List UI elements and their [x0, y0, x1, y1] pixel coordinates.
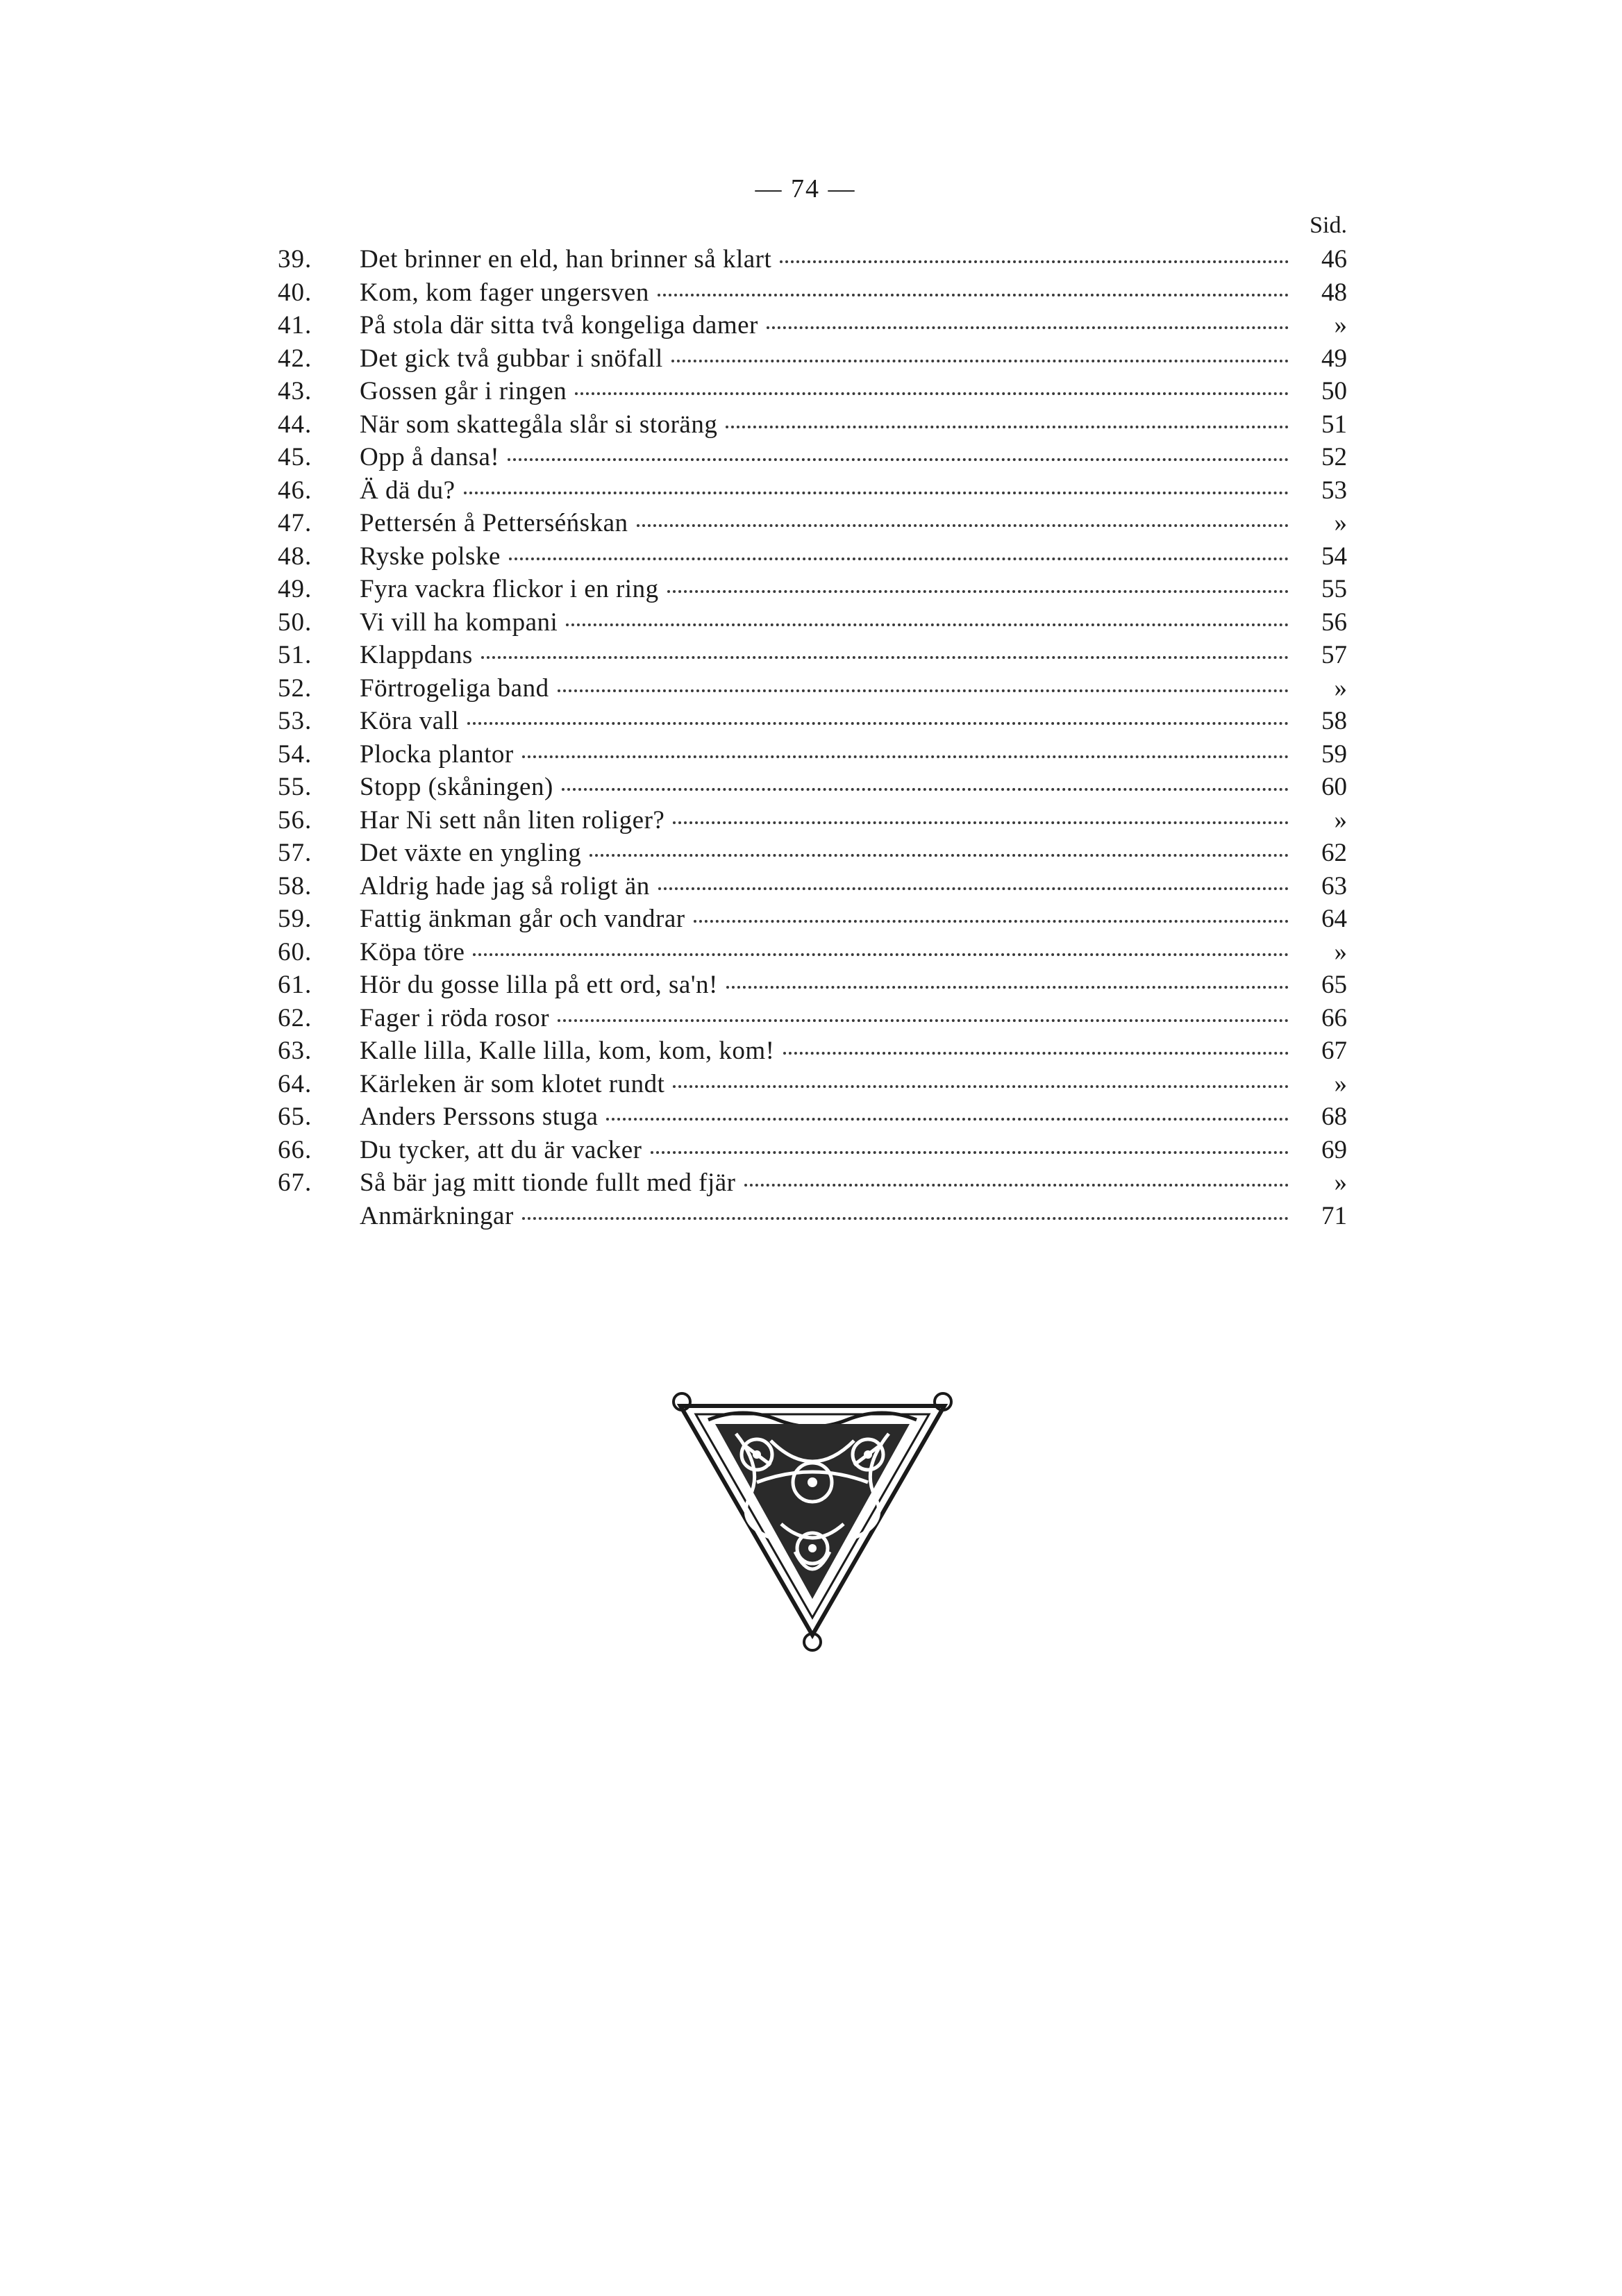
dot-leader [783, 1051, 1289, 1055]
toc-entry-title: Fattig änkman går och vandrar [360, 905, 685, 933]
dot-leader [473, 953, 1289, 956]
dot-leader [726, 985, 1289, 989]
toc-row [278, 375, 1347, 408]
dot-leader [671, 359, 1289, 362]
toc-row [278, 705, 1347, 738]
toc-entry-page: » [1334, 673, 1347, 703]
toc-entry-title: Fager i röda rosor [360, 1003, 550, 1032]
dot-leader [464, 491, 1289, 494]
toc-entry-number: 59. [278, 905, 312, 933]
toc-entry-number: 40. [278, 278, 312, 307]
toc-entry-title: Det gick två gubbar i snöfall [360, 344, 663, 373]
dot-leader [637, 523, 1289, 527]
toc-entry-number: 42. [278, 344, 312, 373]
toc-row [278, 738, 1347, 771]
table-of-contents [278, 243, 1347, 1232]
toc-entry-title: När som skattegåla slår si storäng [360, 410, 718, 439]
toc-entry-number: 49. [278, 575, 312, 603]
toc-entry-number: 51. [278, 641, 312, 669]
toc-entry-title: Gossen går i ringen [360, 377, 567, 405]
toc-entry-page: 58 [1321, 707, 1347, 735]
toc-entry-number: 45. [278, 443, 312, 471]
toc-row [278, 936, 1347, 969]
toc-entry-number: 66. [278, 1135, 312, 1164]
toc-row [278, 309, 1347, 342]
toc-row [278, 474, 1347, 508]
toc-entry-page: 63 [1321, 871, 1347, 900]
dot-leader [481, 655, 1289, 659]
dot-leader [658, 293, 1289, 296]
toc-entry-page: 64 [1321, 905, 1347, 933]
dot-leader [522, 1216, 1289, 1220]
toc-entry-page: 54 [1321, 542, 1347, 571]
toc-entry-number: 52. [278, 673, 312, 703]
toc-entry-page: 66 [1321, 1003, 1347, 1032]
toc-entry-title: Vi vill ha kompani [360, 607, 558, 637]
toc-entry-number: 60. [278, 937, 312, 966]
toc-entry-page: 71 [1321, 1201, 1347, 1230]
toc-row [278, 837, 1347, 870]
toc-entry-title: Kärleken är som klotet rundt [360, 1069, 665, 1098]
dot-leader [673, 1084, 1289, 1088]
dot-leader [658, 887, 1289, 890]
toc-entry-page: » [1334, 311, 1347, 340]
toc-row [278, 903, 1347, 936]
toc-row [278, 1100, 1347, 1134]
toc-entry-number: 62. [278, 1003, 312, 1032]
toc-entry-title: Hör du gosse lilla på ett ord, sa'n! [360, 971, 718, 999]
toc-entry-page: » [1334, 805, 1347, 835]
toc-entry-title: Du tycker, att du är vacker [360, 1135, 642, 1164]
toc-entry-number: 50. [278, 607, 312, 637]
toc-entry-number: 58. [278, 871, 312, 900]
toc-entry-title: Köpa töre [360, 937, 465, 966]
toc-entry-title: Köra vall [360, 707, 460, 735]
toc-entry-page: 52 [1321, 443, 1347, 471]
toc-row [278, 639, 1347, 672]
toc-entry-number: 57. [278, 839, 312, 867]
toc-entry-page: 56 [1321, 607, 1347, 637]
dot-leader [558, 689, 1289, 692]
toc-row [278, 573, 1347, 606]
dot-leader [590, 853, 1289, 857]
toc-entry-title: Kom, kom fager ungersven [360, 278, 649, 307]
toc-entry-number: 48. [278, 542, 312, 571]
dot-leader [726, 425, 1289, 428]
toc-row [278, 771, 1347, 804]
toc-row [278, 1200, 1347, 1233]
toc-row [278, 870, 1347, 903]
toc-entry-title: Ä dä du? [360, 476, 455, 505]
dot-leader [566, 623, 1289, 626]
toc-entry-title: På stola där sitta två kongeliga damer [360, 311, 758, 340]
toc-entry-number: 67. [278, 1168, 312, 1197]
dot-leader [522, 755, 1289, 758]
toc-entry-page: 59 [1321, 739, 1347, 769]
toc-entry-title: Plocka plantor [360, 739, 514, 769]
dot-leader [509, 557, 1289, 560]
dot-leader [767, 326, 1289, 329]
toc-entry-number: 46. [278, 476, 312, 505]
dot-leader [558, 1019, 1289, 1022]
toc-entry-title: Fyra vackra flickor i en ring [360, 575, 659, 603]
toc-entry-title: Så bär jag mitt tionde fullt med fjär [360, 1168, 736, 1197]
toc-entry-page: 55 [1321, 575, 1347, 603]
toc-entry-number: 63. [278, 1037, 312, 1065]
toc-entry-title: Aldrig hade jag så roligt än [360, 871, 650, 900]
toc-row [278, 1068, 1347, 1101]
dot-leader [744, 1183, 1289, 1187]
toc-entry-number: 47. [278, 509, 312, 537]
dot-leader [606, 1117, 1289, 1121]
toc-row [278, 276, 1347, 310]
toc-entry-page: 46 [1321, 245, 1347, 274]
toc-entry-page: 60 [1321, 773, 1347, 801]
toc-entry-page: » [1334, 1168, 1347, 1197]
toc-row [278, 441, 1347, 474]
toc-entry-number: 53. [278, 707, 312, 735]
toc-entry-title: Opp å dansa! [360, 443, 500, 471]
dot-leader [651, 1150, 1289, 1154]
toc-row [278, 969, 1347, 1002]
toc-entry-page: 69 [1321, 1135, 1347, 1164]
toc-entry-number: 54. [278, 739, 312, 769]
toc-row [278, 408, 1347, 442]
toc-row [278, 1034, 1347, 1068]
page-column-label: Sid. [1310, 212, 1347, 238]
toc-row [278, 342, 1347, 376]
toc-entry-page: 62 [1321, 839, 1347, 867]
dot-leader [694, 919, 1289, 923]
toc-row [278, 540, 1347, 573]
toc-entry-number: 39. [278, 245, 312, 274]
toc-entry-number: 61. [278, 971, 312, 999]
toc-entry-title: Det brinner en eld, han brinner så klart [360, 245, 772, 274]
toc-entry-title: Pettersén å Petterséńskan [360, 509, 628, 537]
toc-entry-number: 44. [278, 410, 312, 439]
toc-row [278, 1166, 1347, 1200]
dot-leader [508, 458, 1289, 461]
toc-entry-number: 55. [278, 773, 312, 801]
toc-entry-number: 65. [278, 1103, 312, 1131]
toc-entry-page: 51 [1321, 410, 1347, 439]
toc-entry-page: 50 [1321, 377, 1347, 405]
dot-leader [467, 721, 1289, 725]
toc-entry-title: Förtrogeliga band [360, 673, 549, 703]
dot-leader [575, 392, 1289, 395]
toc-entry-page: 57 [1321, 641, 1347, 669]
dot-leader [673, 821, 1289, 824]
dot-leader [780, 260, 1289, 263]
toc-entry-title: Anders Perssons stuga [360, 1103, 599, 1131]
toc-entry-page: » [1334, 509, 1347, 537]
toc-entry-title: Anmärkningar [360, 1201, 514, 1230]
dot-leader [562, 787, 1289, 791]
toc-entry-page: 65 [1321, 971, 1347, 999]
toc-row [278, 1002, 1347, 1035]
triangular-knotwork-ornament-icon [667, 1378, 958, 1663]
toc-entry-title: Kalle lilla, Kalle lilla, kom, kom, kom! [360, 1037, 775, 1065]
toc-entry-title: Stopp (skåningen) [360, 773, 553, 801]
toc-entry-page: 53 [1321, 476, 1347, 505]
toc-entry-title: Har Ni sett nån liten roliger? [360, 805, 665, 835]
toc-row [278, 1134, 1347, 1167]
toc-entry-title: Det växte en yngling [360, 839, 582, 867]
toc-entry-title: Ryske polske [360, 542, 501, 571]
page-number: — 74 — [755, 174, 856, 203]
toc-entry-number: 56. [278, 805, 312, 835]
toc-row [278, 804, 1347, 837]
toc-entry-number: 43. [278, 377, 312, 405]
toc-entry-page: 48 [1321, 278, 1347, 307]
toc-row [278, 507, 1347, 540]
toc-entry-title: Klappdans [360, 641, 473, 669]
toc-entry-page: 67 [1321, 1037, 1347, 1065]
toc-entry-page: 68 [1321, 1103, 1347, 1131]
toc-entry-number: 64. [278, 1069, 312, 1098]
toc-row [278, 606, 1347, 639]
toc-row [278, 243, 1347, 276]
dot-leader [667, 589, 1289, 593]
toc-entry-page: » [1334, 937, 1347, 966]
toc-entry-page: » [1334, 1069, 1347, 1098]
toc-entry-number: 41. [278, 311, 312, 340]
toc-row [278, 672, 1347, 705]
toc-entry-page: 49 [1321, 344, 1347, 373]
